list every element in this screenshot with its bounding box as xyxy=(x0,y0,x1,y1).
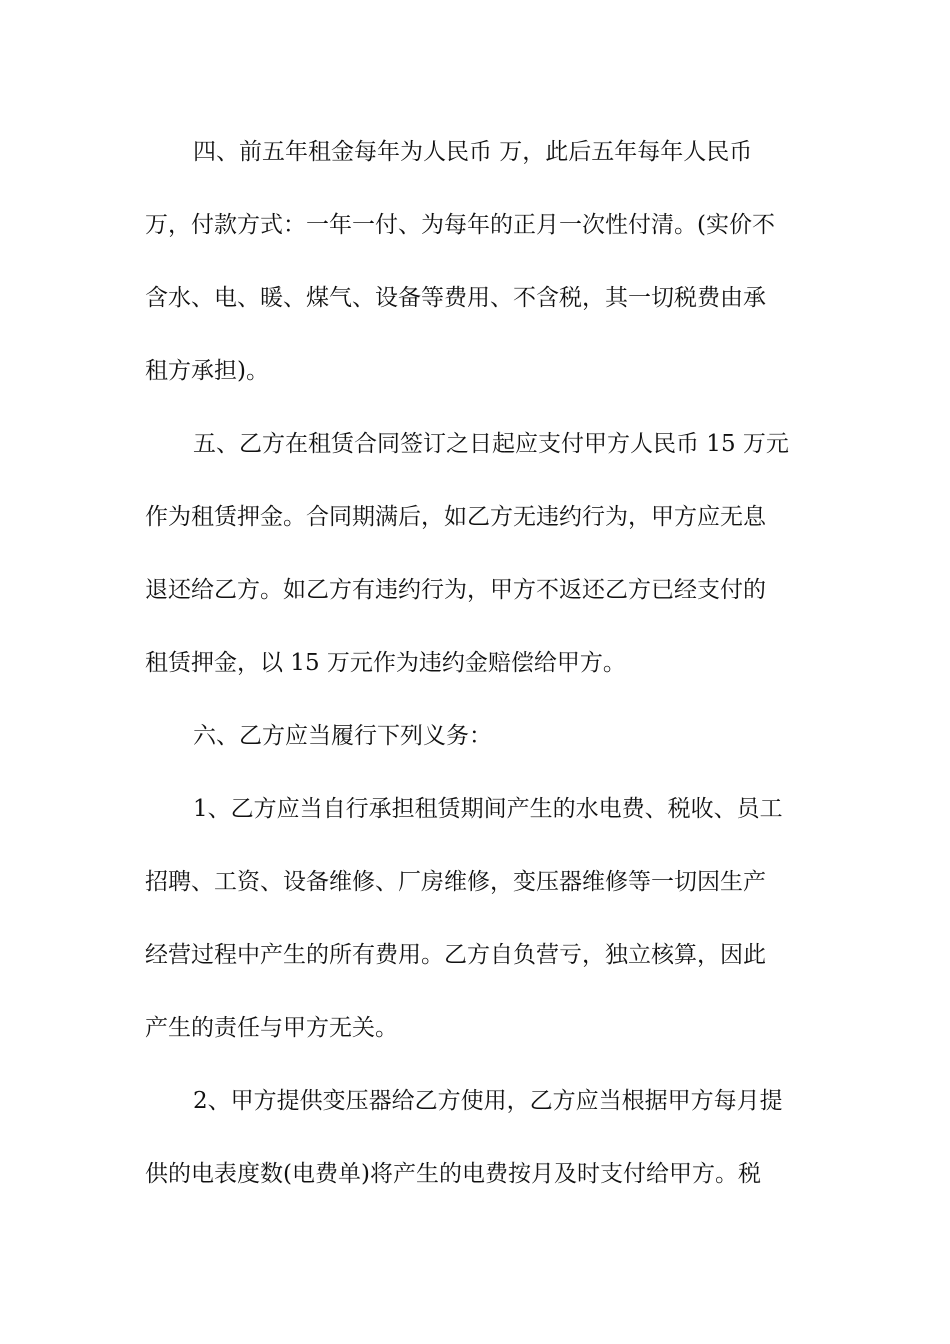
clause-5-line-4: 租赁押金，以 15 万元作为违约金赔偿给甲方。 xyxy=(145,650,626,676)
clause-5-line-2: 作为租赁押金。合同期满后，如乙方无违约行为，甲方应无息 xyxy=(145,504,766,530)
clause-5-line-1: 五、乙方在租赁合同签订之日起应支付甲方人民币 15 万元 xyxy=(193,431,789,457)
clause-4-line-1: 四、前五年租金每年为人民币 万，此后五年每年人民币 xyxy=(193,139,753,165)
item-1-line-4: 产生的责任与甲方无关。 xyxy=(145,1015,398,1041)
clause-4-line-2: 万，付款方式：一年一付、为每年的正月一次性付清。(实价不 xyxy=(145,212,775,238)
clause-6-heading: 六、乙方应当履行下列义务： xyxy=(193,723,492,749)
clause-4-line-3: 含水、电、暖、煤气、设备等费用、不含税，其一切税费由承 xyxy=(145,285,766,311)
item-1-line-2: 招聘、工资、设备维修、厂房维修，变压器维修等一切因生产 xyxy=(145,869,766,895)
item-2-line-2: 供的电表度数(电费单)将产生的电费按月及时支付给甲方。税 xyxy=(145,1161,761,1187)
item-2-line-1: 2、甲方提供变压器给乙方使用，乙方应当根据甲方每月提 xyxy=(193,1088,783,1114)
clause-4-line-4: 租方承担)。 xyxy=(145,358,269,384)
item-1-line-3: 经营过程中产生的所有费用。乙方自负营亏，独立核算，因此 xyxy=(145,942,766,968)
item-1-line-1: 1、乙方应当自行承担租赁期间产生的水电费、税收、员工 xyxy=(193,796,783,822)
clause-5-line-3: 退还给乙方。如乙方有违约行为，甲方不返还乙方已经支付的 xyxy=(145,577,766,603)
